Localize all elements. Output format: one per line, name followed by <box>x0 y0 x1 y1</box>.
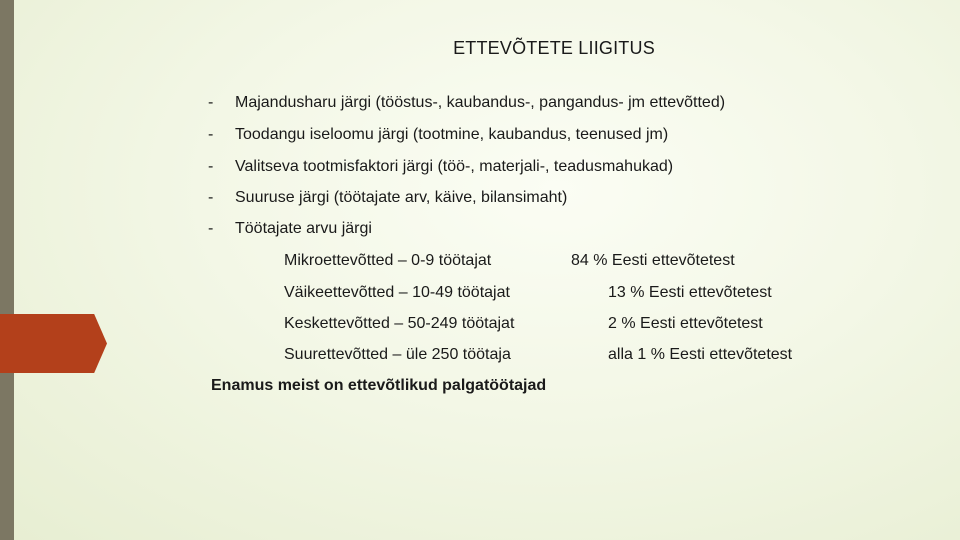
bullet-text: Toodangu iseloomu järgi (tootmine, kaubandus, teenused jm) <box>235 126 669 143</box>
bullet-item <box>208 126 668 144</box>
size-category: Väikeettevõtted – 10-49 töötajat <box>284 284 510 301</box>
size-share: 2 % Eesti ettevõtetest <box>608 315 763 332</box>
bullet-text: Valitseva tootmisfaktori järgi (töö-, materjali-, teadusmahukad) <box>235 158 674 175</box>
bullet-text: Suuruse järgi (töötajate arv, käive, bilansimaht) <box>235 189 568 206</box>
left-decorative-bar <box>0 0 14 540</box>
bullet-marker: - <box>208 220 214 237</box>
size-category: Mikroettevõtted – 0-9 töötajat <box>284 252 492 269</box>
bullet-marker: - <box>208 158 214 175</box>
bullet-text: Töötajate arvu järgi <box>235 220 372 237</box>
bullet-text: Majandusharu järgi (tööstus-, kaubandus-, pangandus- jm ettevõtted) <box>235 94 726 111</box>
size-share: 84 % Eesti ettevõtetest <box>571 252 735 269</box>
size-category: Suurettevõtted – üle 250 töötaja <box>284 346 511 363</box>
bullet-item <box>208 158 673 176</box>
accent-arrow-shape <box>0 314 107 373</box>
bullet-item <box>208 189 567 207</box>
size-share: 13 % Eesti ettevõtetest <box>608 284 772 301</box>
bullet-item <box>208 94 725 112</box>
bullet-marker: - <box>208 94 214 111</box>
bullet-marker: - <box>208 189 214 206</box>
size-category: Keskettevõtted – 50-249 töötajat <box>284 315 515 332</box>
bullet-item <box>208 220 372 238</box>
footer-statement: Enamus meist on ettevõtlikud palgatöötajad <box>211 377 547 394</box>
bullet-marker: - <box>208 126 214 143</box>
slide-title: ETTEVÕTETE LIIGITUS <box>453 38 655 58</box>
size-share: alla 1 % Eesti ettevõtetest <box>608 346 793 363</box>
